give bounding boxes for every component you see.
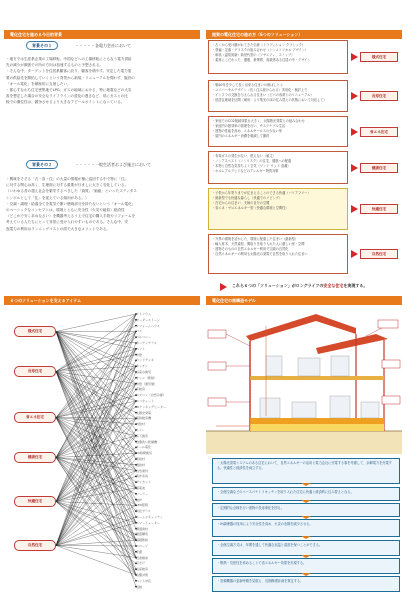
item-label: 24時間換気	[136, 451, 152, 456]
section3-header: ６つのソリューションを支えるアイテム	[4, 296, 200, 305]
item-label: ウッドデッキ	[136, 358, 154, 363]
footer-pre: これら６つの「ソリューション」がロングライフの	[232, 283, 324, 288]
paragraph-line: 先の減少が顕著での所の方向は加速するものと予想される。	[6, 63, 104, 68]
item-label: バルコニー	[136, 335, 152, 340]
solution-tag: 様式住宅	[360, 52, 398, 62]
network-link	[56, 418, 136, 523]
item-label: 手摺	[136, 549, 143, 554]
item-label: 外壁	[136, 352, 143, 357]
background1-paragraph	[6, 56, 202, 106]
item-label: 耐震構造	[136, 532, 149, 537]
solution-tag-left: 長寿住宅	[14, 366, 56, 377]
network-link	[56, 546, 136, 547]
background1-text: ・・・・・各電力会社において	[75, 43, 131, 48]
solution-box	[208, 188, 348, 230]
solution-tag-left: 自然住宅	[14, 540, 56, 551]
solution-line: ・家庭でのCO2削減効果も大きく、太陽熱光発電との組み合わせ	[212, 119, 305, 123]
network-link	[56, 546, 136, 576]
solution-line: ・ホルムアルデヒドなどのアレルギー物質対策	[212, 169, 279, 173]
paragraph-line: ・空調・調理・給湯全てを電気で賄い燃焼部分を持たないという「オール電化」	[6, 201, 136, 206]
solution-line: ・低居住地域を区間（耐用：より集光の床の住み替えの状態において対応して）	[212, 98, 327, 102]
solution-line: ・外界の環境を活かした、環境に配慮した住まい（最新型）	[212, 237, 299, 241]
solution-tag: 省エネ住宅	[360, 127, 398, 137]
item-label: 自然素材	[136, 468, 149, 473]
solution-line: ・素材にこだわった、優雅、豪華感、高級感ある住居の中・デザイン	[212, 58, 311, 62]
solution-line: ・本物と自然な気持ちよく空気（ワンテ ウッド 清潔）	[212, 164, 291, 168]
background2-paragraph	[6, 176, 202, 232]
item-label: エアコン（自然冷媒）	[136, 393, 166, 398]
item-label: 防犯ガラス	[136, 509, 151, 514]
arrow-down-icon	[301, 536, 311, 539]
item-label: キッチン	[136, 364, 148, 369]
item-label: ホームセキュリティ	[136, 515, 163, 519]
item-label: IHクッキングヒーター	[136, 404, 166, 409]
item-label: トイレ	[136, 428, 145, 432]
solution-box	[208, 234, 348, 274]
item-label: サッシ（断熱）	[136, 375, 157, 380]
item-label: ロフト	[136, 346, 146, 351]
model-note: ・断熱・気密性を高めることで省エネルギー効果を実現する。	[212, 558, 400, 574]
item-label: LED照明	[136, 503, 148, 508]
solution-tag: 長寿住宅	[360, 91, 398, 101]
solution-item-network	[4, 306, 204, 596]
solution-line: ・自然エネルギーの利用も太陽光の発電で自然を取り入れた住まい	[212, 252, 308, 256]
item-label: デシカント	[136, 480, 151, 485]
solution-line: ・インフラの交換を与えられる住まい（ピパの寿命とのリニューアル）	[212, 93, 314, 97]
solution-tag-left: 様式住宅	[14, 326, 56, 337]
model-note: ・全館空調などのベースパナトラキッチンを取り入れた住宅に快適と経済的に住み替えとなる。	[212, 487, 400, 501]
solutions-footer	[232, 283, 367, 289]
arrow-right-icon	[351, 53, 358, 61]
solution-line: ・子供から年寄りまでが住まえることのできる快適（バリアフリー）	[212, 191, 311, 195]
footer-highlight: 安全な住宅	[323, 283, 344, 288]
solution-tag-left: 快適住宅	[14, 496, 56, 507]
item-label: ペット対応	[136, 578, 152, 583]
arrow-right-icon	[351, 92, 358, 100]
section4-header: 電化住宅の商構造モデル	[206, 296, 402, 305]
solution-line: ・ノンアスベスト（ノンリスク）の住宅、健康への配慮	[212, 159, 292, 163]
network-link	[56, 331, 136, 501]
solution-box	[208, 80, 348, 112]
item-label: スマートメーター	[136, 520, 160, 525]
paragraph-line: ・そんな中、ターゲットを住居系顧客に絞り、顧客を増やす。安定した電力需	[6, 69, 132, 74]
paragraph-line: ・興味をそそる「衣・食・住」の大量の情報が様に巡回する中で特に「住」	[6, 177, 129, 181]
solution-line: ・建物そのものの自然エネルギー利用で空調の自然化	[212, 247, 289, 251]
network-link	[56, 505, 136, 545]
paragraph-line: 較での優位性は、競争させるより大きなアピールポイントになっている。	[6, 100, 125, 105]
model-note: ・太陽光発電システムのある住宅において、自然エネルギーの活用と電力会社に売電する事を考慮して、余剰電力を売電する。快適性と経済性を両立する。	[212, 458, 400, 484]
item-label: 床下換気	[136, 433, 149, 438]
paragraph-line: 要の供給先を開拓していくという背景から新規・リニューアルを問わず、施設の	[6, 75, 135, 80]
model-note: ・IH調理器の採用により安全性を高め、火災の危険を減少させる。	[212, 519, 400, 537]
item-label: 収納	[136, 584, 143, 589]
solution-line: ・築40年を少して長く出来る住まいの伸ばしとう	[212, 83, 283, 87]
model-note: ・設備機器の更新時期を見据え、長期修繕計画を策定する。	[212, 576, 400, 592]
solution-line: ・古くから受け継がれてきた伝統（トラディション クラシック）	[212, 43, 306, 47]
section1-header: 電化住宅を進める今日的背景	[4, 30, 200, 39]
paragraph-line: シンボルとして「住」を捉えている傾向がある。）	[6, 195, 89, 200]
solution-tag: 自然住宅	[360, 249, 398, 259]
solution-line: ・有毒ガスの発生がない、燃えない（頑丈）	[212, 154, 276, 158]
paragraph-line: 「オール電化」を積極的に支援したい。	[6, 81, 71, 86]
item-label: アトリウム	[136, 312, 151, 316]
paragraph-line: 考えている人たちにとって非常に受け入れやすいものである。そんな中、安	[6, 220, 129, 225]
solution-line: ・ユニバーサルデザイン（長く住み続けられる）実用化・検討上で	[212, 88, 308, 92]
item-label: スロープ	[136, 544, 148, 548]
ground-floor-heating	[250, 418, 384, 424]
model-note: ・定期的な点検を行い建物の長寿命化を図る。	[212, 503, 400, 517]
item-label: 内装材	[136, 422, 146, 427]
item-label: 床暖房	[136, 387, 146, 392]
solution-box	[208, 40, 348, 74]
network-link	[56, 436, 136, 546]
arrow-right-icon	[351, 250, 358, 258]
paragraph-line: ・都心すなわち住宅密集地でLPG、ガスの地域における、特に地震などの大災	[6, 88, 132, 93]
solution-tag: 健康住宅	[360, 163, 398, 173]
network-link	[56, 366, 136, 457]
item-label: 調湿建材	[136, 526, 149, 531]
item-label: オール電化	[136, 445, 151, 450]
solution-box	[208, 151, 348, 184]
item-label: 食器洗い乾燥機	[136, 439, 158, 444]
solution-line: ・家庭内の熱効率の管理を行い、サステナブル生活	[212, 124, 285, 128]
item-label: 浴室の換気	[136, 370, 152, 374]
item-label: 引き戸	[136, 561, 146, 566]
item-label: 暖炉	[136, 497, 143, 502]
solution-box	[208, 116, 348, 147]
item-label: ボーダーストーン	[136, 317, 160, 322]
item-label: 太陽光発電	[136, 410, 152, 415]
item-label: パス	[136, 329, 143, 334]
solution-line: ・輸入材木、天然素材、間取りを取り入れた人に優しい家・空間	[212, 242, 305, 246]
solution-line: ・和風（温故知新）新世代型の（ソサエティ、スノッブ）	[212, 53, 295, 57]
item-label: 蓄電池	[136, 486, 146, 490]
solution-tag-left: 健康住宅	[14, 452, 56, 463]
item-label: 断熱材	[136, 457, 146, 461]
item-label: リフォームハウス	[136, 323, 160, 328]
upper-floor	[250, 376, 384, 380]
solution-line: ・省エネ・ゼロエネルギー型（快適な環境と空間性）	[212, 206, 289, 210]
item-label: エコキュート	[136, 399, 155, 403]
background1-label: 背景その１	[26, 41, 58, 50]
paragraph-line: ・地方では生産系企業の工場移転、中国などへの工場移転にともなう電力供給	[6, 57, 132, 61]
item-label: 音響対策	[136, 573, 149, 577]
network-link	[56, 401, 136, 502]
solution-line: ・在宅からの住まい、夫婦の自分の空間	[212, 201, 270, 205]
paragraph-line: のベーシックなコンセプトは、環境とともに安全性（火災や疑似）経済性	[6, 208, 125, 213]
section2-header: 提案の電化住宅の進め方（6つのソリューション）	[206, 30, 402, 39]
arrow-right-icon	[351, 205, 358, 213]
solution-line: ・最新型でも快適な暮らし（快適でのリビング）	[212, 196, 283, 200]
background2-label: 背景その２	[26, 160, 58, 169]
solution-line: ・屋内のエネルギー消費を軽減して節約	[212, 134, 270, 138]
paragraph-line: に対する関心は高く、生理面に対する重要が日ましに大きく変化している。	[6, 183, 129, 188]
item-label: 浴室暖房	[136, 567, 149, 572]
arrow-down-icon	[301, 483, 311, 486]
arrow-right-icon	[351, 164, 358, 172]
item-label: 外壁（通気層）	[136, 381, 158, 386]
paragraph-line: 害を想定した場合の安全なライフラインの普及の遅さなど、常にガスとの比	[6, 94, 128, 99]
solution-tag-left: 省エネ住宅	[14, 412, 56, 423]
network-link	[56, 332, 136, 454]
item-label: 造作家具	[136, 474, 149, 479]
paragraph-line: （いわゆる昔の超え社会を繁栄するべきした「資質」「価値」といったスティタス	[6, 189, 137, 194]
item-label: ガーデンテラス	[136, 341, 157, 345]
paragraph-line: 夜電力の利用はランニングコストの面で大きなメリットである。	[6, 226, 110, 231]
paragraph-line: （どこかで安く求めなさい）を機器考えるうえで住宅の購入手段やリフォームを	[6, 214, 136, 219]
solution-line: ・普遍・定番・グラスクの組み合わせ（シンメトリカル デザイン）	[212, 48, 309, 52]
item-label: 段差解消	[136, 555, 149, 560]
item-label: 基礎断熱	[136, 538, 149, 543]
solution-tag: 快適住宅	[360, 204, 398, 214]
house-cross-section	[206, 306, 402, 454]
item-label: 遮熱材	[136, 462, 146, 467]
background2-text: ・・・・・一般生活者および施主において	[75, 162, 151, 167]
footer-post: を実現する。	[343, 283, 368, 288]
ground	[206, 431, 402, 454]
solution-line: ・建物の性能を高め、エネルギーロスの少ない家	[212, 129, 282, 133]
item-label: 蓄熱暖房機	[136, 416, 152, 421]
item-label: ソーラー	[136, 491, 149, 496]
model-note: ・全館空調方式は、年間を通して快適な室温と湿度を保つことができる。	[212, 540, 400, 556]
arrow-right-icon	[351, 128, 358, 136]
footer-arrow-icon	[220, 283, 227, 291]
